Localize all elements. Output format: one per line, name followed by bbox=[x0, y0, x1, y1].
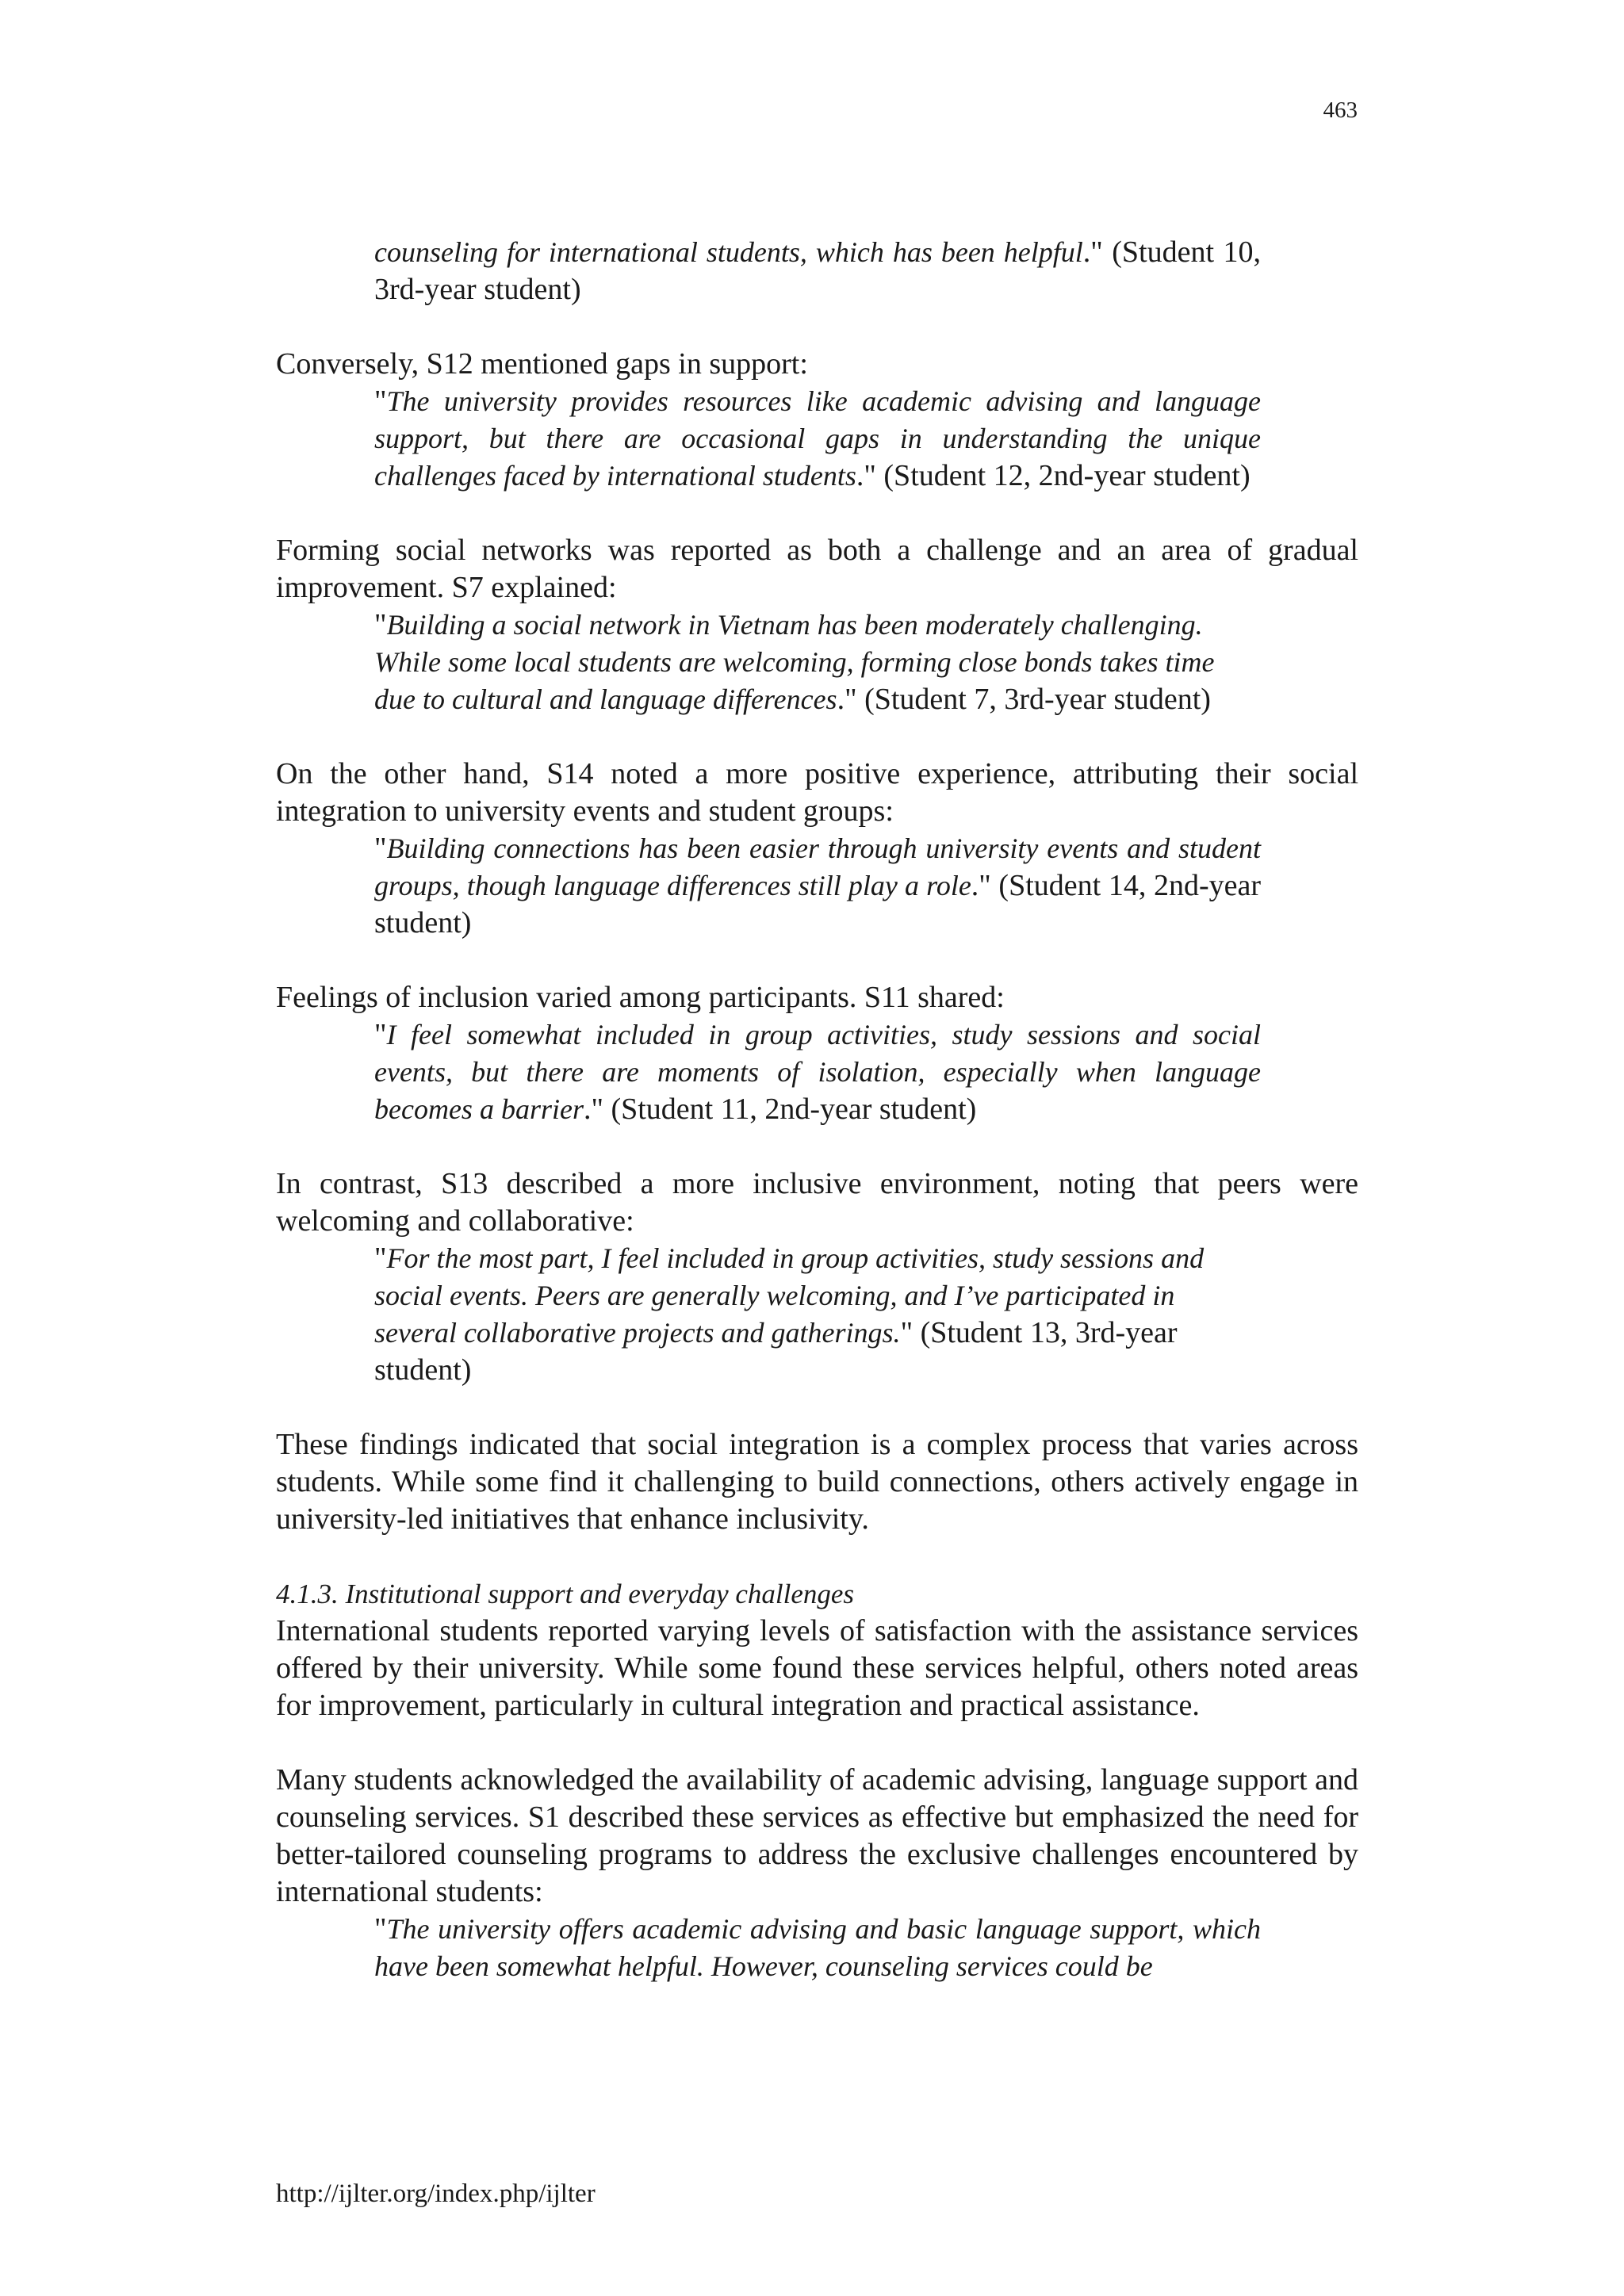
quote-attribution: ." (Student 14, 2nd-year student) bbox=[374, 869, 1261, 939]
quote-text: Building connections has been easier through university events and student groups, though language differences still play a role bbox=[374, 832, 1261, 901]
block-quote-student-14 bbox=[374, 830, 1261, 942]
block-quote-student-1 bbox=[374, 1911, 1261, 1985]
quote-open-mark: " bbox=[374, 832, 387, 865]
quote-text: Building a social network in Vietnam has been moderately challenging. While some local students are welcoming, forming close bonds takes time due to cultural and language differences bbox=[374, 609, 1215, 715]
quote-attribution: ." (Student 7, 3rd-year student) bbox=[837, 683, 1211, 716]
paragraph-s12-intro: Conversely, S12 mentioned gaps in support: bbox=[276, 347, 808, 381]
quote-attribution: ." (Student 10, 3rd-year student) bbox=[374, 235, 1261, 306]
article-body bbox=[276, 234, 1358, 1985]
quote-open-mark: " bbox=[374, 1242, 387, 1275]
block-quote-student-7 bbox=[374, 607, 1261, 718]
quote-open-mark: " bbox=[374, 1912, 387, 1946]
quote-open-mark: " bbox=[374, 608, 387, 641]
block-quote-student-11 bbox=[374, 1016, 1261, 1128]
quote-text: counseling for international students, which has been helpful bbox=[374, 236, 1083, 268]
paragraph-s14-intro: On the other hand, S14 noted a more positive experience, attributing their social integration to university events and student groups: bbox=[276, 757, 1358, 828]
quote-text: The university provides resources like academic advising and language support, but there are occasional gaps in understanding the unique challenges faced by international students bbox=[374, 385, 1261, 492]
quote-text: The university offers academic advising and basic language support, which have been somewhat helpful. However, counseling services could be bbox=[374, 1913, 1261, 1982]
block-quote-student-10 bbox=[374, 234, 1261, 308]
quote-attribution: ." (Student 11, 2nd-year student) bbox=[583, 1093, 977, 1126]
section-heading: 4.1.3. Institutional support and everyday challenges bbox=[276, 1578, 855, 1609]
paragraph-services: Many students acknowledged the availability of academic advising, language support and counseling services. S1 described these services as effective but emphasized the need for better-tailored counseling programs to address the exclusive challenges encountered by international students: bbox=[276, 1763, 1358, 1908]
paragraph-social-networks: Forming social networks was reported as both a challenge and an area of gradual improvement. S7 explained: bbox=[276, 534, 1358, 604]
quote-text: I feel somewhat included in group activities, study sessions and social events, but there are moments of isolation, especially when language becomes a barrier bbox=[374, 1019, 1261, 1125]
paragraph-inclusion: Feelings of inclusion varied among participants. S11 shared: bbox=[276, 981, 1005, 1014]
paragraph-findings: These findings indicated that social integration is a complex process that varies across students. While some find it challenging to build connections, others actively engage in university-led initiatives that enhance inclusivity. bbox=[276, 1428, 1358, 1536]
block-quote-student-12 bbox=[374, 383, 1261, 495]
quote-open-mark: " bbox=[374, 385, 387, 418]
paragraph-s13-intro: In contrast, S13 described a more inclusive environment, noting that peers were welcoming and collaborative: bbox=[276, 1167, 1358, 1238]
quote-attribution: ." (Student 12, 2nd-year student) bbox=[856, 459, 1251, 492]
quote-text: For the most part, I feel included in group activities, study sessions and social events. Peers are generally welcoming, and I’ve participated in several collaborative projects and gatherings. bbox=[374, 1242, 1205, 1349]
page-number: 463 bbox=[1323, 98, 1358, 123]
quote-open-mark: " bbox=[374, 1018, 387, 1051]
quote-attribution: " (Student 13, 3rd-year student) bbox=[374, 1316, 1178, 1387]
footer-url: http://ijlter.org/index.php/ijlter bbox=[276, 2179, 596, 2208]
paragraph-satisfaction: International students reported varying levels of satisfaction with the assistance services offered by their university. While some found these services helpful, others noted areas for improvement, particularly in cultural integration and practical assistance. bbox=[276, 1614, 1358, 1722]
block-quote-student-13 bbox=[374, 1240, 1261, 1389]
